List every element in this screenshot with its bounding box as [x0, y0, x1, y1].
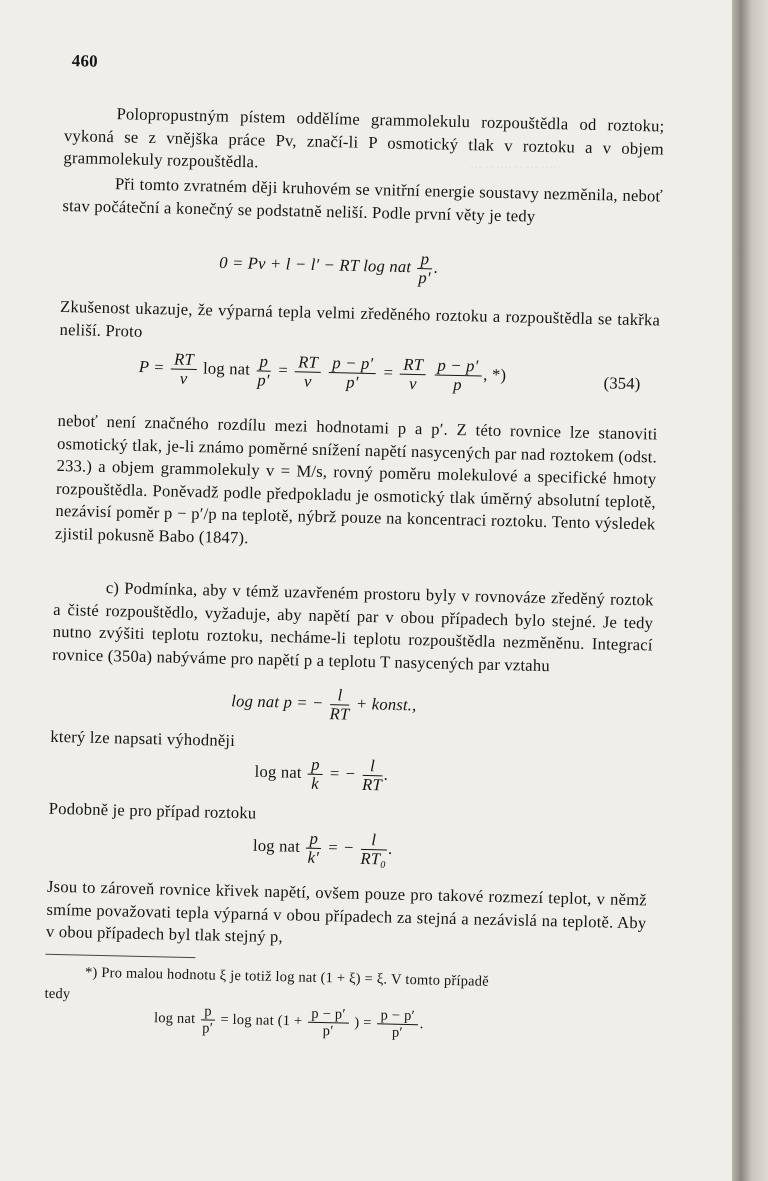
paragraph-2: Při tomto zvratném ději kruhovém se vnitřní energie soustavy nezměnila, neboť stav počáteční a konečný se podstatně neliší. Podle první věty je tedy [62, 174, 664, 226]
fn-frac-1 [201, 1003, 215, 1036]
eq2-f6-den: p [453, 374, 463, 395]
paragraph-7: Podobně je pro případ roztoku [48, 798, 257, 823]
eq3-right: + konst., [355, 694, 417, 715]
eq2-f4-num: p − p′ [329, 354, 376, 374]
page-content [44, 50, 666, 1041]
eq5-f1-den: k′ [307, 847, 320, 867]
eq2-equals-2: = [382, 362, 395, 382]
eq2-lognat: log nat [202, 358, 251, 379]
eq2-f6-num: p − p′ [434, 356, 481, 376]
eq5-f2-num: l [361, 831, 387, 851]
fn-f3-den: p′ [391, 1024, 403, 1041]
footnote-text: *) Pro malou hodnotu ξ je totiž log nat (1 + ξ) = ξ. V tomto případě [84, 964, 490, 990]
footnote-equation [154, 1002, 424, 1041]
fn-f3-num: p − p′ [377, 1007, 418, 1025]
eq3-den: RT [329, 704, 350, 724]
eq4-f2-den: RT [361, 774, 383, 795]
eq2-f1-den: v [179, 368, 188, 388]
equation-3 [231, 684, 417, 725]
eq5-frac-1 [306, 830, 321, 867]
eq4-mid: = − [328, 763, 357, 784]
page-number: 460 [71, 51, 99, 71]
eq2-f3-num: RT [295, 353, 321, 373]
equation-5 [253, 828, 394, 868]
eq1-end: . [433, 257, 439, 277]
eq5-left: log nat [252, 835, 301, 856]
footnote-tedy: tedy [44, 985, 71, 1003]
eq3-fraction [329, 686, 350, 723]
paragraph-6: který lze napsati výhodněji [50, 726, 236, 751]
fn-eq-mid: = log nat (1 + [220, 1011, 303, 1030]
eq4-f2-num: l [362, 757, 382, 776]
paragraph-5: c) Podmínka, aby v témž uzavřeném prostoru byly v rovnováze zředěný roztok a čisté rozpouštědlo, vyžaduje, aby napětí par v obou případech bylo stejné. Je tedy nutno zvýšiti teplotu roztoku, necháme-li teplotu rozpouštědla nezměněnu. Integrací rovnice (350a) nabýváme pro napětí p a teplotu T nasycených par vztahu [52, 578, 654, 675]
eq1-num: p [417, 250, 432, 269]
fn-f1-den: p′ [202, 1020, 214, 1037]
bleed-through-text: ··· ·· ···· ·· ··· ···· [470, 160, 557, 174]
eq2-frac-3 [295, 353, 322, 391]
eq4-f1-den: k [311, 773, 320, 793]
eq5-end: . [388, 838, 394, 858]
eq1-left: 0 = Pv + l − l′ − RT log nat [219, 252, 412, 277]
eq2-f5-den: v [408, 373, 417, 394]
paragraph-3: Zkušenost ukazuje, že výparná tepla velmi zředěného roztoku a rozpouštědla se takřka neliší. Proto [59, 296, 661, 341]
eq2-f2-num: p [256, 352, 271, 371]
paragraph-4: neboť není značného rozdílu mezi hodnotami p a p′. Z této rovnice lze stanoviti osmotický tlak, je-li známo poměrné snížení napětí nasycených par nad roztokem (odst. 233.) a objem grammolekuly v = M/s, rovný poměru molekulové a specifické hmoty rozpouštědla. Poněvadž podle předpokladu je osmotický tlak úměrný absolutní teplotě, nezávisí poměr p − p′/p na teplotě, nýbrž pouze na koncentraci roztoku. Tento výsledek zjistil pokusně Babo (1847). [54, 410, 658, 547]
eq2-f1-num: RT [171, 350, 197, 370]
fn-f2-num: p − p′ [308, 1006, 349, 1024]
paragraph-1: Polopropustným pístem oddělíme grammolekulu rozpouštědla od roztoku; vykoná se z vnějška práce Pv, značí-li P osmotický tlak v roztoku a v objem grammolekuly rozpouštědla. [63, 104, 665, 172]
eq1-fraction [417, 250, 432, 287]
equation-1 [219, 246, 439, 288]
fn-f1-num: p [201, 1003, 215, 1020]
footnote-rule [45, 954, 195, 958]
eq2-frac-1 [171, 350, 198, 388]
eq5-f2-den: RT₀ [360, 848, 387, 869]
fn-eq-left: log nat [153, 1010, 196, 1028]
fn-eq-close: ) = [354, 1014, 372, 1032]
eq2-footnote-mark: , *) [483, 364, 507, 385]
fn-f2-den: p′ [322, 1023, 334, 1040]
eq2-f5-num: RT [400, 356, 426, 376]
eq4-frac-1 [308, 756, 323, 793]
eq2-frac-6 [434, 356, 482, 394]
equation-354 [138, 350, 506, 395]
eq3-left: log nat p = − [231, 691, 324, 713]
fn-eq-end: . [419, 1016, 424, 1033]
eq4-left: log nat [254, 761, 302, 782]
eq2-f2-den: p′ [257, 370, 270, 390]
eq4-f1-num: p [308, 756, 323, 775]
eq5-mid: = − [327, 837, 355, 858]
eq5-f1-num: p [306, 830, 321, 849]
eq1-den: p′ [418, 268, 431, 288]
eq4-end: . [383, 764, 389, 784]
eq2-frac-4 [329, 354, 377, 392]
eq2-f4-den: p′ [346, 372, 359, 392]
eq3-num: l [330, 686, 350, 705]
eq2-lhs: P = [138, 357, 165, 377]
fn-frac-3 [377, 1007, 418, 1041]
eq4-frac-2 [362, 757, 383, 794]
paragraph-8: Jsou to zároveň rovnice křivek napětí, ovšem pouze pro takové rozmezí teplot, v němž smíme považovati tepla výparná v obou případech za stejná a nezávislá na teplotě. Aby v obou případech byl tlak stejný p, [45, 876, 648, 947]
eq2-f3-den: v [303, 371, 312, 391]
eq2-frac-5 [400, 356, 427, 394]
equation-number: (354) [603, 373, 641, 394]
fn-frac-2 [308, 1006, 349, 1040]
equation-4 [254, 754, 389, 794]
book-gutter [732, 0, 768, 1181]
eq2-equals-1: = [277, 360, 289, 380]
eq2-frac-2 [256, 352, 271, 389]
eq5-frac-2 [360, 831, 387, 869]
